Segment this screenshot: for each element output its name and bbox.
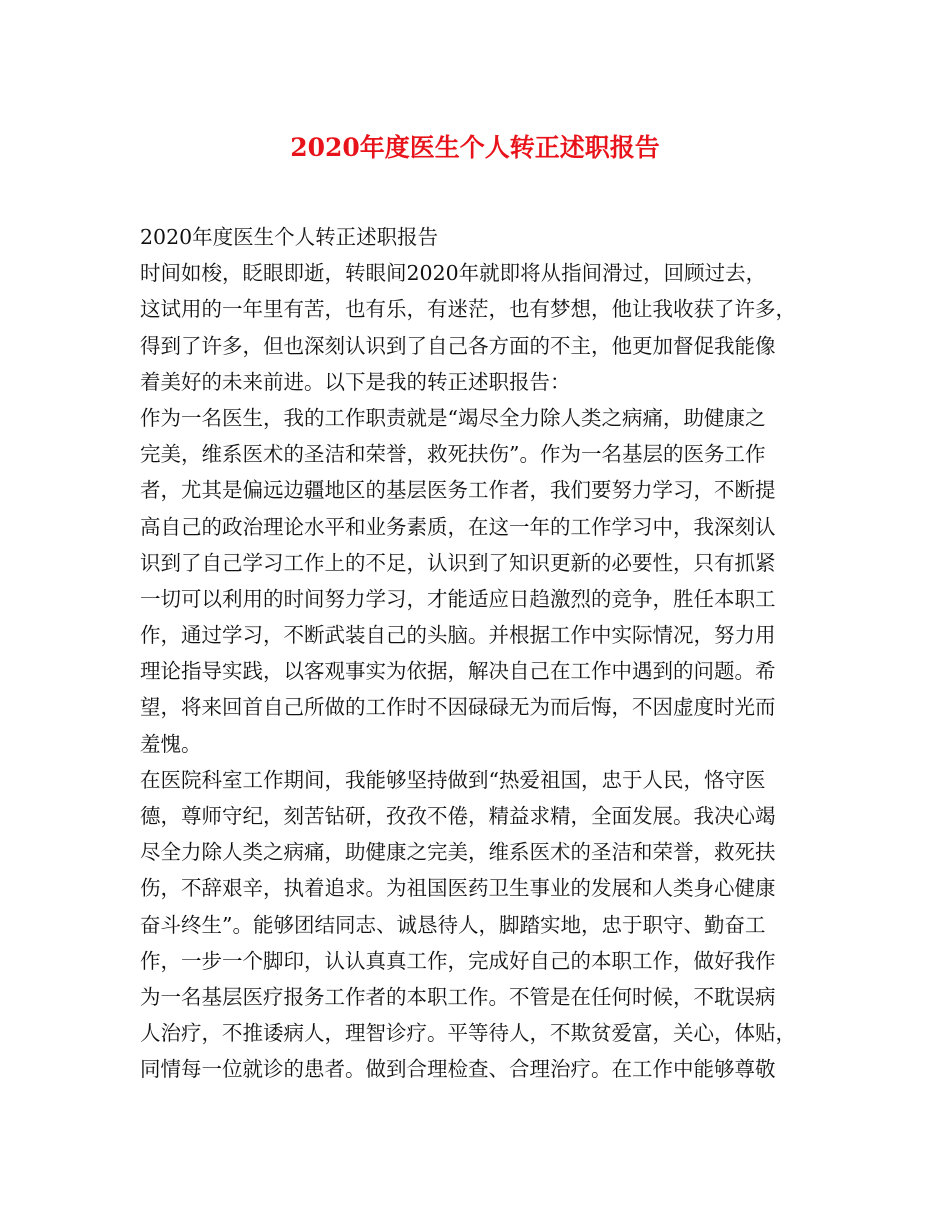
body-line: 奋斗终生”。能够团结同志、诚恳待人，脚踏实地，忠于职守、勤奋工	[140, 912, 766, 937]
body-line: 尽全力除人类之病痛，助健康之完美，维系医术的圣洁和荣誉，救死扶	[140, 840, 776, 865]
document-body	[140, 219, 820, 1088]
body-line: 这试用的一年里有苦，也有乐，有迷茫，也有梦想，他让我收获了许多，	[140, 297, 796, 322]
body-line: 识到了自己学习工作上的不足，认识到了知识更新的必要性，只有抓紧	[140, 550, 776, 575]
body-line: 着美好的未来前进。以下是我的转正述职报告：	[140, 369, 571, 394]
body-line: 时间如梭，眨眼即逝，转眼间2020年就即将从指间滑过，回顾过去，	[140, 261, 767, 286]
document-title: 2020年度医生个人转正述职报告	[290, 133, 660, 162]
body-line: 高自己的政治理论水平和业务素质，在这一年的工作学习中，我深刻认	[140, 514, 776, 539]
body-line: 德，尊师守纪，刻苦钻研，孜孜不倦，精益求精，全面发展。我决心竭	[140, 804, 776, 828]
body-line: 在医院科室工作期间，我能够坚持做到“热爱祖国，忠于人民，恪守医	[140, 767, 766, 792]
body-line: 作，一步一个脚印，认认真真工作，完成好自己的本职工作，做好我作	[140, 948, 776, 973]
body-line: 者，尤其是偏远边疆地区的基层医务工作者，我们要努力学习，不断提	[140, 478, 776, 503]
body-line: 羞愧。	[140, 731, 202, 756]
body-line: 得到了许多，但也深刻认识到了自己各方面的不主，他更加督促我能像	[140, 333, 776, 358]
body-line: 望，将来回首自己所做的工作时不因碌碌无为而后悔，不因虚度时光而	[140, 695, 776, 720]
body-line: 2020年度医生个人转正述职报告	[140, 225, 439, 249]
body-line: 理论指导实践，以客观事实为依据，解决自己在工作中遇到的问题。希	[140, 659, 776, 684]
body-line: 伤，不辞艰辛，执着追求。为祖国医药卫生事业的发展和人类身心健康	[140, 876, 776, 901]
body-line: 作为一名医生，我的工作职责就是“竭尽全力除人类之病痛，助健康之	[140, 405, 766, 430]
body-line: 同情每一位就诊的患者。做到合理检查、合理治疗。在工作中能够尊敬	[140, 1057, 776, 1082]
body-line: 完美，维系医术的圣洁和荣誉，救死扶伤”。作为一名基层的医务工作	[140, 442, 766, 467]
body-line: 作，通过学习，不断武装自己的头脑。并根据工作中实际情况，努力用	[140, 623, 776, 648]
body-line: 为一名基层医疗报务工作者的本职工作。不管是在任何时候，不耽误病	[140, 984, 776, 1009]
body-line: 一切可以利用的时间努力学习，才能适应日趋激烈的竞争，胜任本职工	[140, 586, 776, 611]
body-line: 人治疗，不推诿病人，理智诊疗。平等待人，不欺贫爱富，关心，体贴，	[140, 1021, 796, 1046]
